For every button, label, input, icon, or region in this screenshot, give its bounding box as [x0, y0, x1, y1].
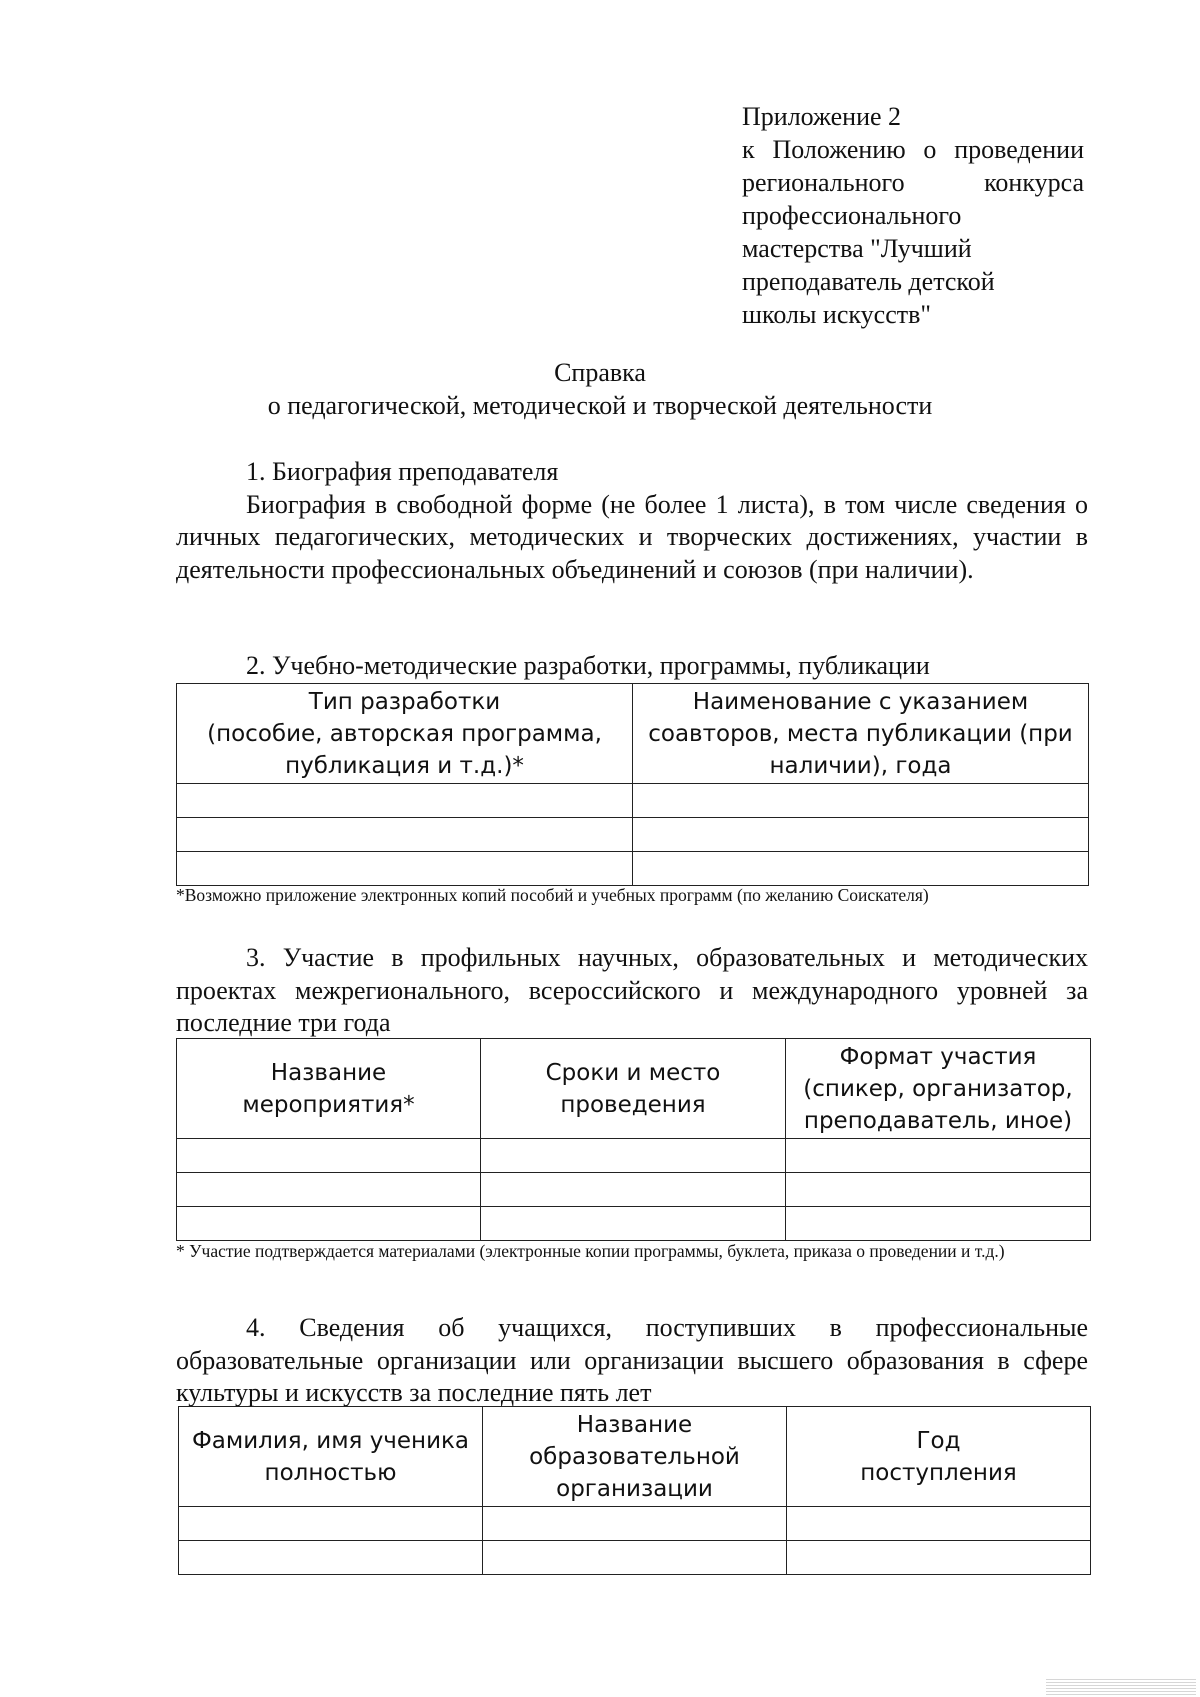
table-cell[interactable]	[481, 1207, 786, 1241]
table-cell[interactable]	[787, 1541, 1091, 1575]
table-row	[177, 1207, 1091, 1241]
appendix-line: преподаватель детской	[742, 267, 995, 296]
section-text: Биография в свободной форме (не более 1 листа), в том числе сведения о личных педагогических, методических и творческих достижениях, участии в деятельности профессиональных объединений и союзов (при наличии).	[176, 489, 1088, 584]
column-header: Формат участия (спикер, организатор, преподаватель, иное)	[786, 1039, 1091, 1139]
table-cell[interactable]	[786, 1139, 1091, 1173]
table-cell[interactable]	[177, 852, 633, 886]
table-row	[177, 1139, 1091, 1173]
appendix-line: мастерства "Лучший	[742, 234, 972, 263]
table-row	[179, 1541, 1091, 1575]
table-row	[177, 818, 1089, 852]
table-header-row	[179, 1407, 1091, 1507]
appendix-reference	[742, 100, 1084, 331]
column-header: Наименование с указанием соавторов, места публикации (при наличии), года	[633, 684, 1089, 784]
column-header: Фамилия, имя ученика полностью	[179, 1407, 483, 1507]
table-cell[interactable]	[633, 784, 1089, 818]
appendix-line: школы искусств"	[742, 300, 931, 329]
appendix-line: Приложение 2	[742, 102, 902, 131]
section-students	[176, 1312, 1088, 1410]
section-heading: 1. Биография преподавателя	[246, 457, 559, 486]
table-row	[177, 1173, 1091, 1207]
table-footnote: * Участие подтверждается материалами (электронные копии программы, буклета, приказа о проведении и т.д.)	[176, 1241, 1005, 1261]
table-cell[interactable]	[177, 784, 633, 818]
table-row	[177, 784, 1089, 818]
table-header-row	[177, 684, 1089, 784]
table-cell[interactable]	[633, 818, 1089, 852]
table-cell[interactable]	[483, 1541, 787, 1575]
section-projects	[176, 942, 1088, 1040]
table-cell[interactable]	[177, 818, 633, 852]
table-cell[interactable]	[786, 1173, 1091, 1207]
table-cell[interactable]	[483, 1507, 787, 1541]
column-header: Название мероприятия*	[177, 1039, 481, 1139]
table-footnote: *Возможно приложение электронных копий пособий и учебных программ (по желанию Соискателя)	[176, 885, 929, 905]
title-main: Справка	[554, 358, 646, 387]
table-cell[interactable]	[179, 1507, 483, 1541]
section-heading: 2. Учебно-методические разработки, программы, публикации	[246, 651, 930, 680]
appendix-line: к Положению о проведении	[742, 135, 1084, 164]
appendix-line: профессионального	[742, 201, 962, 230]
appendix-line: регионального конкурса	[742, 168, 1084, 197]
table-cell[interactable]	[633, 852, 1089, 886]
section-biography	[176, 456, 1088, 586]
section-heading: 4. Сведения об учащихся, поступивших в профессиональные образовательные организации или организации высшего образования в сфере культуры и искусств за последние пять лет	[176, 1313, 1088, 1407]
students-table	[178, 1406, 1091, 1575]
table-cell[interactable]	[787, 1507, 1091, 1541]
column-header: Сроки и место проведения	[481, 1039, 786, 1139]
column-header: Год поступления	[787, 1407, 1091, 1507]
table-row	[177, 852, 1089, 886]
table-cell[interactable]	[786, 1207, 1091, 1241]
section-methodical-works	[176, 650, 1088, 683]
table-cell[interactable]	[481, 1139, 786, 1173]
document-title	[0, 356, 1200, 422]
projects-table	[176, 1038, 1091, 1241]
methodical-works-table	[176, 683, 1089, 886]
title-subtitle: о педагогической, методической и творческой деятельности	[267, 391, 933, 420]
scan-artifact	[1046, 1677, 1196, 1695]
column-header: Название образовательной организации	[483, 1407, 787, 1507]
column-header: Тип разработки (пособие, авторская программа, публикация и т.д.)*	[177, 684, 633, 784]
table-cell[interactable]	[177, 1139, 481, 1173]
table-cell[interactable]	[177, 1207, 481, 1241]
table-header-row	[177, 1039, 1091, 1139]
table-row	[179, 1507, 1091, 1541]
table-cell[interactable]	[179, 1541, 483, 1575]
table-cell[interactable]	[481, 1173, 786, 1207]
table-cell[interactable]	[177, 1173, 481, 1207]
section-heading: 3. Участие в профильных научных, образовательных и методических проектах межрегионального, всероссийского и международного уровней за последние три года	[176, 943, 1088, 1037]
